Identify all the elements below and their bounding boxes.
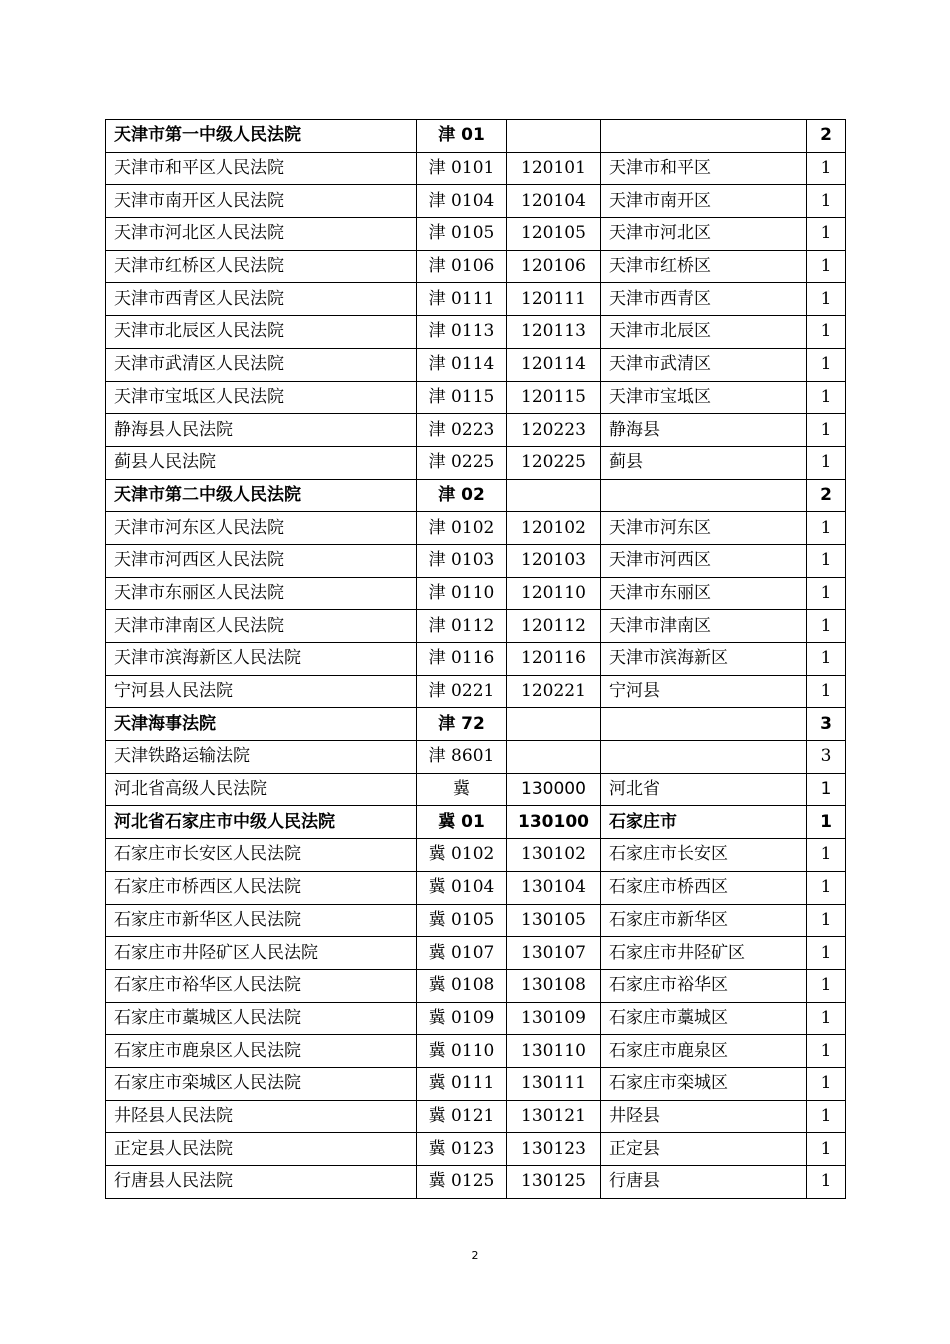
region-code-cell: 130104 (507, 871, 601, 904)
level-cell: 1 (807, 643, 846, 676)
level-cell: 1 (807, 904, 846, 937)
region-name-cell: 天津市河西区 (601, 544, 807, 577)
region-code-cell: 130109 (507, 1002, 601, 1035)
court-abbr-cell: 冀 01 (417, 806, 507, 839)
court-name-cell: 正定县人民法院 (106, 1133, 417, 1166)
court-name-cell: 天津市西青区人民法院 (106, 283, 417, 316)
court-abbr-cell: 冀 0102 (417, 839, 507, 872)
region-name-cell: 河北省 (601, 773, 807, 806)
level-cell: 1 (807, 348, 846, 381)
level-cell: 1 (807, 806, 846, 839)
court-name-cell: 河北省高级人民法院 (106, 773, 417, 806)
court-name-cell: 石家庄市鹿泉区人民法院 (106, 1035, 417, 1068)
region-name-cell: 石家庄市栾城区 (601, 1067, 807, 1100)
level-cell: 1 (807, 1100, 846, 1133)
region-name-cell: 石家庄市裕华区 (601, 969, 807, 1002)
region-name-cell: 正定县 (601, 1133, 807, 1166)
level-cell: 3 (807, 708, 846, 741)
region-name-cell: 井陉县 (601, 1100, 807, 1133)
level-cell: 1 (807, 1067, 846, 1100)
region-code-cell: 130121 (507, 1100, 601, 1133)
court-abbr-cell: 冀 0109 (417, 1002, 507, 1035)
court-name-cell: 天津市第一中级人民法院 (106, 120, 417, 153)
region-code-cell (507, 479, 601, 512)
level-cell: 2 (807, 120, 846, 153)
level-cell: 1 (807, 250, 846, 283)
region-name-cell: 天津市武清区 (601, 348, 807, 381)
region-code-cell: 120111 (507, 283, 601, 316)
court-abbr-cell: 津 0102 (417, 512, 507, 545)
region-name-cell: 行唐县 (601, 1166, 807, 1199)
court-name-cell: 行唐县人民法院 (106, 1166, 417, 1199)
court-abbr-cell: 津 0112 (417, 610, 507, 643)
level-cell: 1 (807, 871, 846, 904)
region-code-cell: 130100 (507, 806, 601, 839)
region-code-cell: 130125 (507, 1166, 601, 1199)
table-row (106, 250, 846, 283)
level-cell: 1 (807, 218, 846, 251)
court-name-cell: 天津市滨海新区人民法院 (106, 643, 417, 676)
region-code-cell: 120116 (507, 643, 601, 676)
table-row (106, 544, 846, 577)
court-name-cell: 石家庄市长安区人民法院 (106, 839, 417, 872)
region-name-cell: 天津市河北区 (601, 218, 807, 251)
region-name-cell: 石家庄市鹿泉区 (601, 1035, 807, 1068)
level-cell: 1 (807, 773, 846, 806)
court-abbr-cell: 津 0106 (417, 250, 507, 283)
court-abbr-cell: 冀 0110 (417, 1035, 507, 1068)
level-cell: 1 (807, 316, 846, 349)
table-row (106, 839, 846, 872)
court-abbr-cell: 冀 0123 (417, 1133, 507, 1166)
court-name-cell: 石家庄市新华区人民法院 (106, 904, 417, 937)
court-abbr-cell: 冀 0121 (417, 1100, 507, 1133)
region-name-cell: 天津市西青区 (601, 283, 807, 316)
court-abbr-cell: 津 0103 (417, 544, 507, 577)
region-code-cell: 120106 (507, 250, 601, 283)
court-abbr-cell: 津 0111 (417, 283, 507, 316)
table-row (106, 708, 846, 741)
region-name-cell: 天津市和平区 (601, 152, 807, 185)
court-name-cell: 石家庄市裕华区人民法院 (106, 969, 417, 1002)
region-code-cell: 120102 (507, 512, 601, 545)
court-name-cell: 天津市河东区人民法院 (106, 512, 417, 545)
table-row (106, 479, 846, 512)
region-code-cell: 120104 (507, 185, 601, 218)
table-row (106, 218, 846, 251)
table-row (106, 577, 846, 610)
region-name-cell: 静海县 (601, 414, 807, 447)
court-abbr-cell: 冀 0108 (417, 969, 507, 1002)
court-abbr-cell: 津 0116 (417, 643, 507, 676)
page-number: 2 (471, 1249, 479, 1262)
table-row (106, 871, 846, 904)
table-row (106, 512, 846, 545)
table-body (106, 120, 846, 1199)
table-row (106, 741, 846, 774)
region-code-cell: 120115 (507, 381, 601, 414)
court-name-cell: 石家庄市井陉矿区人民法院 (106, 937, 417, 970)
region-name-cell (601, 741, 807, 774)
region-name-cell: 石家庄市 (601, 806, 807, 839)
table-row (106, 120, 846, 153)
level-cell: 1 (807, 610, 846, 643)
court-abbr-cell: 津 0114 (417, 348, 507, 381)
court-name-cell: 宁河县人民法院 (106, 675, 417, 708)
court-name-cell: 天津海事法院 (106, 708, 417, 741)
level-cell: 1 (807, 1035, 846, 1068)
table-row (106, 1035, 846, 1068)
level-cell: 1 (807, 185, 846, 218)
court-abbr-cell: 津 01 (417, 120, 507, 153)
court-name-cell: 天津市南开区人民法院 (106, 185, 417, 218)
level-cell: 3 (807, 741, 846, 774)
table-row (106, 152, 846, 185)
level-cell: 1 (807, 152, 846, 185)
court-name-cell: 石家庄市藁城区人民法院 (106, 1002, 417, 1035)
region-code-cell: 130111 (507, 1067, 601, 1100)
region-code-cell: 130000 (507, 773, 601, 806)
level-cell: 1 (807, 577, 846, 610)
court-name-cell: 天津市第二中级人民法院 (106, 479, 417, 512)
court-name-cell: 天津市津南区人民法院 (106, 610, 417, 643)
region-code-cell: 120114 (507, 348, 601, 381)
table-row (106, 806, 846, 839)
court-name-cell: 静海县人民法院 (106, 414, 417, 447)
court-name-cell: 天津市武清区人民法院 (106, 348, 417, 381)
court-code-table (105, 119, 846, 1199)
region-name-cell: 天津市河东区 (601, 512, 807, 545)
region-code-cell: 120223 (507, 414, 601, 447)
region-name-cell: 天津市宝坻区 (601, 381, 807, 414)
level-cell: 1 (807, 1133, 846, 1166)
region-code-cell: 120113 (507, 316, 601, 349)
region-code-cell: 130105 (507, 904, 601, 937)
table-row (106, 1002, 846, 1035)
court-name-cell: 天津市河西区人民法院 (106, 544, 417, 577)
region-name-cell (601, 479, 807, 512)
court-abbr-cell: 津 72 (417, 708, 507, 741)
court-abbr-cell: 津 0115 (417, 381, 507, 414)
table-row (106, 969, 846, 1002)
region-name-cell: 蓟县 (601, 446, 807, 479)
court-abbr-cell: 津 0105 (417, 218, 507, 251)
region-code-cell: 130107 (507, 937, 601, 970)
region-code-cell: 120221 (507, 675, 601, 708)
level-cell: 1 (807, 446, 846, 479)
court-name-cell: 天津市东丽区人民法院 (106, 577, 417, 610)
region-code-cell (507, 120, 601, 153)
court-name-cell: 井陉县人民法院 (106, 1100, 417, 1133)
court-name-cell: 天津市北辰区人民法院 (106, 316, 417, 349)
level-cell: 1 (807, 381, 846, 414)
region-code-cell: 130102 (507, 839, 601, 872)
table-row (106, 316, 846, 349)
court-abbr-cell: 冀 0104 (417, 871, 507, 904)
region-name-cell: 宁河县 (601, 675, 807, 708)
table-row (106, 185, 846, 218)
table-row (106, 1133, 846, 1166)
region-name-cell: 天津市红桥区 (601, 250, 807, 283)
region-code-cell: 130108 (507, 969, 601, 1002)
region-name-cell: 天津市东丽区 (601, 577, 807, 610)
court-name-cell: 天津市和平区人民法院 (106, 152, 417, 185)
court-abbr-cell: 津 8601 (417, 741, 507, 774)
court-abbr-cell: 冀 0125 (417, 1166, 507, 1199)
region-name-cell: 天津市滨海新区 (601, 643, 807, 676)
level-cell: 1 (807, 1002, 846, 1035)
table-row (106, 1100, 846, 1133)
region-name-cell: 石家庄市藁城区 (601, 1002, 807, 1035)
court-abbr-cell: 津 0104 (417, 185, 507, 218)
region-name-cell: 天津市津南区 (601, 610, 807, 643)
region-code-cell: 120110 (507, 577, 601, 610)
region-code-cell: 120101 (507, 152, 601, 185)
court-abbr-cell: 津 0225 (417, 446, 507, 479)
region-code-cell (507, 741, 601, 774)
level-cell: 2 (807, 479, 846, 512)
level-cell: 1 (807, 675, 846, 708)
table-row (106, 904, 846, 937)
table-row (106, 1166, 846, 1199)
table-row (106, 1067, 846, 1100)
level-cell: 1 (807, 969, 846, 1002)
table-row (106, 773, 846, 806)
court-abbr-cell: 冀 (417, 773, 507, 806)
region-name-cell (601, 708, 807, 741)
table-row (106, 283, 846, 316)
level-cell: 1 (807, 544, 846, 577)
level-cell: 1 (807, 414, 846, 447)
table-row (106, 348, 846, 381)
region-code-cell: 130123 (507, 1133, 601, 1166)
region-code-cell (507, 708, 601, 741)
court-abbr-cell: 津 0113 (417, 316, 507, 349)
court-abbr-cell: 冀 0111 (417, 1067, 507, 1100)
region-name-cell: 石家庄市长安区 (601, 839, 807, 872)
table-row (106, 675, 846, 708)
court-name-cell: 天津市宝坻区人民法院 (106, 381, 417, 414)
region-name-cell: 天津市南开区 (601, 185, 807, 218)
region-code-cell: 130110 (507, 1035, 601, 1068)
table-row (106, 381, 846, 414)
court-abbr-cell: 冀 0107 (417, 937, 507, 970)
court-abbr-cell: 津 02 (417, 479, 507, 512)
table-row (106, 643, 846, 676)
region-name-cell: 石家庄市桥西区 (601, 871, 807, 904)
court-name-cell: 蓟县人民法院 (106, 446, 417, 479)
court-name-cell: 天津铁路运输法院 (106, 741, 417, 774)
level-cell: 1 (807, 512, 846, 545)
region-name-cell: 石家庄市井陉矿区 (601, 937, 807, 970)
court-name-cell: 河北省石家庄市中级人民法院 (106, 806, 417, 839)
region-name-cell: 石家庄市新华区 (601, 904, 807, 937)
level-cell: 1 (807, 937, 846, 970)
level-cell: 1 (807, 283, 846, 316)
region-name-cell: 天津市北辰区 (601, 316, 807, 349)
court-abbr-cell: 津 0221 (417, 675, 507, 708)
court-abbr-cell: 津 0223 (417, 414, 507, 447)
region-code-cell: 120103 (507, 544, 601, 577)
court-name-cell: 天津市河北区人民法院 (106, 218, 417, 251)
level-cell: 1 (807, 1166, 846, 1199)
region-code-cell: 120105 (507, 218, 601, 251)
court-abbr-cell: 冀 0105 (417, 904, 507, 937)
court-name-cell: 天津市红桥区人民法院 (106, 250, 417, 283)
table-row (106, 446, 846, 479)
table-row (106, 414, 846, 447)
court-abbr-cell: 津 0101 (417, 152, 507, 185)
court-name-cell: 石家庄市栾城区人民法院 (106, 1067, 417, 1100)
region-name-cell (601, 120, 807, 153)
level-cell: 1 (807, 839, 846, 872)
table-row (106, 937, 846, 970)
region-code-cell: 120225 (507, 446, 601, 479)
court-abbr-cell: 津 0110 (417, 577, 507, 610)
court-name-cell: 石家庄市桥西区人民法院 (106, 871, 417, 904)
table-row (106, 610, 846, 643)
region-code-cell: 120112 (507, 610, 601, 643)
